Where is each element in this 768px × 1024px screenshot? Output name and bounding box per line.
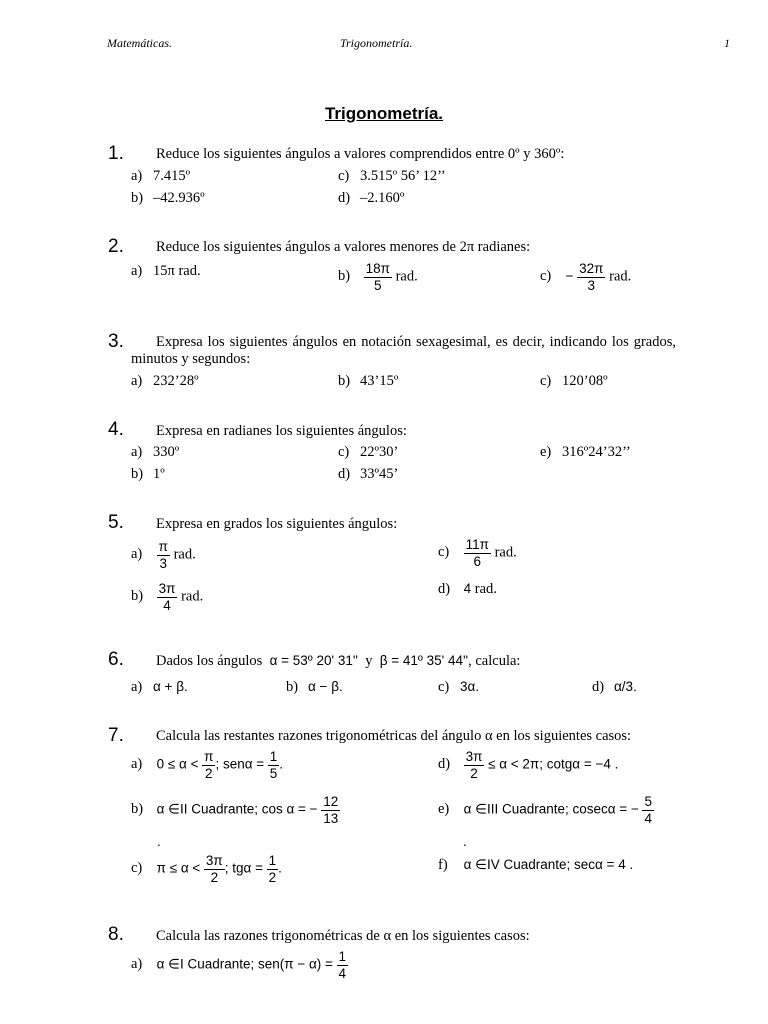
problem-2-item-c: c) − $\frac{32\pi}{3}$ rad. <box>540 261 632 293</box>
problem-6-item-d: d) α/3. <box>592 679 637 695</box>
problem-6-item-a: a) α + β. <box>131 679 188 695</box>
problem-2-item-a: a) 15π rad. <box>131 263 201 279</box>
problem-5-number: 5. <box>108 512 124 533</box>
fraction: $\frac{32\pi}{3}$ <box>579 261 604 293</box>
problem-6-item-b: b) α − β. <box>286 679 343 695</box>
fraction: $\frac{5}{4}$ <box>644 794 652 826</box>
problem-5-item-d: d) 4 rad. <box>438 581 497 597</box>
page-title: Trigonometría. <box>324 104 444 123</box>
header-page-number: 1 <box>724 36 730 50</box>
problem-3-number: 3. <box>108 331 124 352</box>
fraction: $\frac{1}{4}$ <box>338 949 347 981</box>
fraction: $\frac{11\pi}{6}$ <box>465 537 489 569</box>
problem-4-item-b: b) 1º <box>131 466 165 482</box>
problem-4-item-c: c) 22º30’ <box>338 444 399 460</box>
fraction: $\frac{18\pi}{5}$ <box>365 261 390 293</box>
problem-7-number: 7. <box>108 725 124 746</box>
problem-7-item-e-period: . <box>463 834 467 849</box>
problem-6-text: Dados los ángulos α = 53º 20' 31'' y β = 41º 35' 44'', calcula: <box>156 653 521 669</box>
fraction: $\frac{\pi}{3}$ <box>158 539 168 571</box>
problem-4-item-a: a) 330º <box>131 444 180 460</box>
problem-8-item-a: a) α ∈I Cuadrante; sen(π − α) = $\frac{1}{4}$ <box>131 949 347 981</box>
problem-7-item-e: e) α ∈III Cuadrante; cosecα = − $\frac{5}{4}$ <box>438 794 652 826</box>
problem-7-item-f: f) α ∈IV Cuadrante; secα = 4 . <box>438 857 634 873</box>
problem-1-item-c: c) 3.515º 56’ 12’’ <box>338 168 446 184</box>
problem-7-item-d: d) $\frac{3\pi}{2}$ ≤ α < 2π; cotgα = −4 . <box>438 749 619 781</box>
fraction: $\frac{3\pi}{2}$ <box>205 853 223 885</box>
problem-4-item-d: d) 33º45’ <box>338 466 399 482</box>
problem-1-item-a: a) 7.415º <box>131 168 191 184</box>
problem-2-text: Reduce los siguientes ángulos a valores menores de 2π radianes: <box>156 239 531 255</box>
problem-3-item-b: b) 43’15º <box>338 373 399 389</box>
problem-1-item-d: d) –2.160º <box>338 190 405 206</box>
problem-1-item-b: b) –42.936º <box>131 190 205 206</box>
problem-4-number: 4. <box>108 419 124 440</box>
problem-7-item-c: c) π ≤ α < $\frac{3\pi}{2}$ ; tgα = $\frac{1}{2}$ . <box>131 853 282 885</box>
problem-1-number: 1. <box>108 143 124 164</box>
problem-7-text: Calcula las restantes razones trigonométricas del ángulo α en los siguientes casos: <box>156 728 632 744</box>
problem-7-item-a: a) 0 ≤ α < $\frac{\pi}{2}$ ; senα = $\frac{1}{5}$ . <box>131 749 284 781</box>
problem-5-item-a: a) $\frac{\pi}{3}$ rad. <box>131 539 196 571</box>
problem-6-number: 6. <box>108 649 124 670</box>
problem-2-item-b: b) $\frac{18\pi}{5}$ rad. <box>338 261 418 293</box>
problem-1-text: Reduce los siguientes ángulos a valores comprendidos entre 0º y 360º: <box>156 146 565 162</box>
problem-7-item-b-period: . <box>157 834 161 849</box>
fraction: $\frac{3\pi}{4}$ <box>158 581 176 613</box>
header-topic: Trigonometría. <box>340 36 413 50</box>
fraction: $\frac{12}{13}$ <box>323 794 339 826</box>
header-subject: Matemáticas. <box>107 36 172 50</box>
problem-4-item-e: e) 316º24’32’’ <box>540 444 631 460</box>
fraction: $\frac{3\pi}{2}$ <box>465 749 483 781</box>
problem-5-item-b: b) $\frac{3\pi}{4}$ rad. <box>131 581 204 613</box>
problem-3-item-a: a) 232’28º <box>131 373 199 389</box>
problem-3-item-c: c) 120’08º <box>540 373 608 389</box>
problem-5-text: Expresa en grados los siguientes ángulos: <box>156 516 398 532</box>
problem-8-number: 8. <box>108 924 124 945</box>
problem-8-text: Calcula las razones trigonométricas de α en los siguientes casos: <box>156 928 530 944</box>
fraction: $\frac{1}{5}$ <box>269 749 278 781</box>
problem-6-item-c: c) 3α. <box>438 679 480 695</box>
problem-7-item-b: b) α ∈II Cuadrante; cos α = − $\frac{12}{13}$ <box>131 794 339 826</box>
problem-5-item-c: c) $\frac{11\pi}{6}$ rad. <box>438 537 517 569</box>
fraction: $\frac{\pi}{2}$ <box>204 749 214 781</box>
problem-4-text: Expresa en radianes los siguientes ángulos: <box>156 423 407 439</box>
problem-2-number: 2. <box>108 236 124 257</box>
fraction: $\frac{1}{2}$ <box>268 853 277 885</box>
problem-3-text: Expresa los siguientes ángulos en notación sexagesimal, es decir, indicando los grados, minutos y segundos: <box>131 334 676 367</box>
